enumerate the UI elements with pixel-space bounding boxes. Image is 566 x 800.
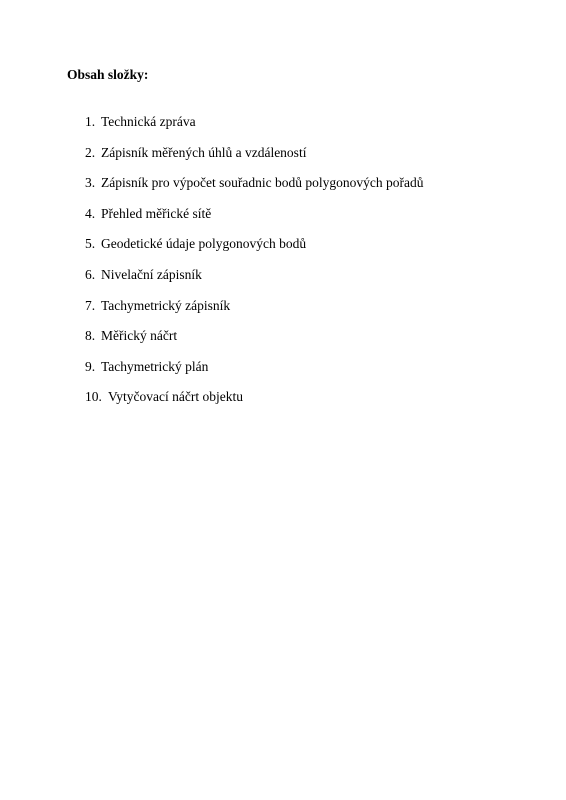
list-item-number: 5. [85,236,96,252]
list-item [85,266,423,297]
list-item-text: Technická zpráva [101,114,196,129]
list-item-text: Zápisník měřených úhlů a vzdáleností [101,144,307,160]
list-item [85,174,423,205]
list-item-text: Zápisník pro výpočet souřadnic bodů polygonových pořadů [101,175,424,191]
list-item-number: 1. [85,114,96,129]
list-item-number: 8. [85,328,96,344]
list-item [85,358,423,389]
list-item [85,388,423,419]
list-item-number: 9. [85,358,96,374]
list-item-number: 2. [85,144,96,160]
list-item-number: 10. [85,389,102,405]
list-item-text: Tachymetrický zápisník [101,297,231,313]
list-item [85,297,423,328]
list-item [85,235,423,266]
list-item-number: 7. [85,297,96,313]
list-item-text: Přehled měřické sítě [101,205,212,221]
list-item [85,113,423,144]
contents-list [85,113,423,419]
list-item [85,327,423,358]
list-item-text: Tachymetrický plán [101,358,209,374]
list-item-number: 4. [85,205,96,221]
list-item-number: 3. [85,175,96,191]
list-item-text: Vytyčovací náčrt objektu [108,389,243,405]
list-item [85,144,423,175]
list-item-number: 6. [85,266,96,282]
list-item-text: Nivelační zápisník [101,266,202,282]
list-item-text: Geodetické údaje polygonových bodů [101,236,307,252]
list-item-text: Měřický náčrt [101,328,178,344]
list-item [85,205,423,236]
document-heading: Obsah složky: [67,67,149,82]
